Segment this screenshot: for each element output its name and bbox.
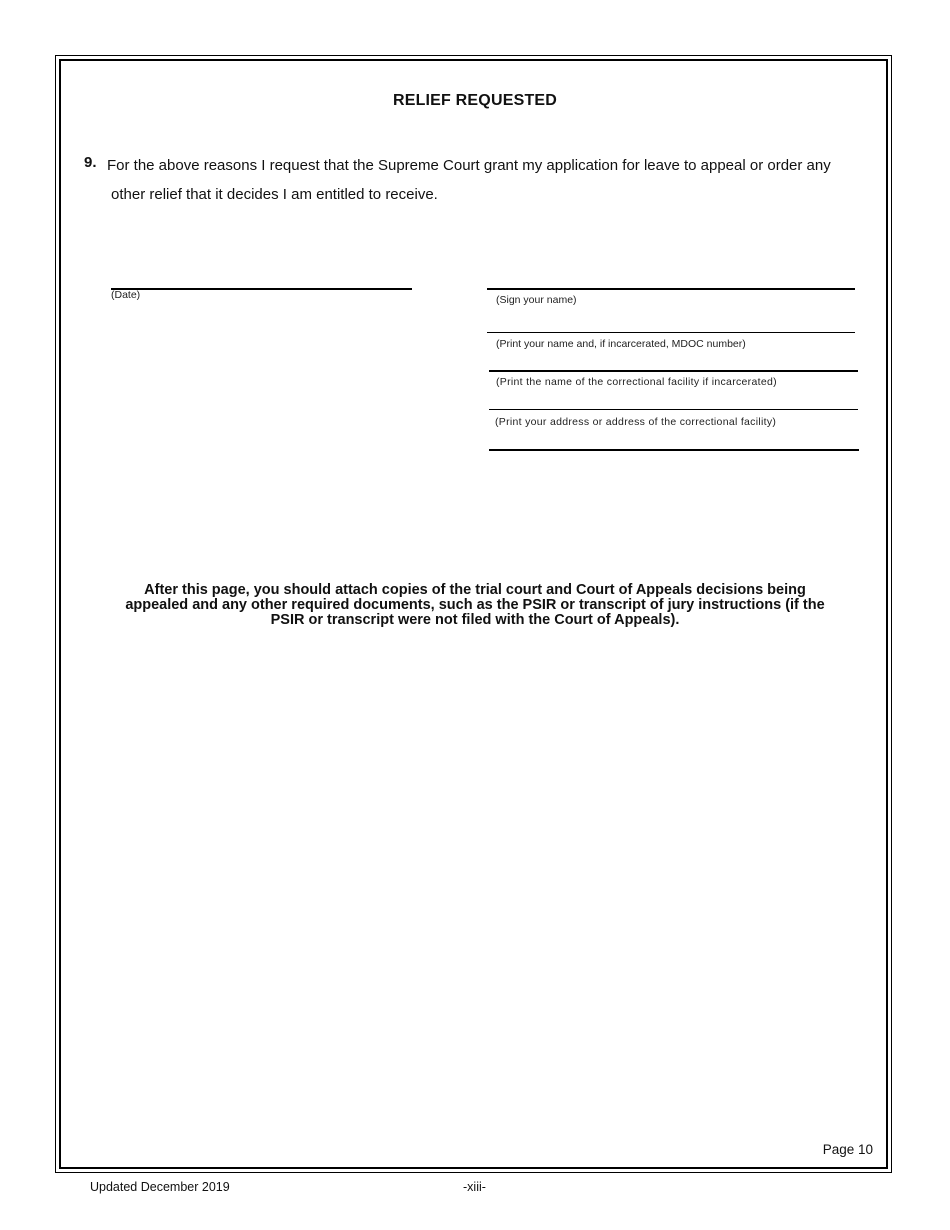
date-label: (Date) [111, 289, 141, 301]
relief-statement: For the above reasons I request that the Supreme Court grant my application for leave to appeal or order any other relief that it decides I am entitled to receive. [107, 157, 831, 203]
address-line-2[interactable] [489, 449, 859, 451]
item-number: 9. [84, 154, 97, 171]
date-line[interactable] [111, 288, 412, 290]
address-line-1[interactable] [489, 409, 858, 410]
attachment-notice: After this page, you should attach copies of the trial court and Court of Appeals decisions being appealed and any other required documents, such as the PSIR or transcript of jury instructions (if the PSIR or transcript were not filed with the Court of Appeals). [125, 582, 825, 628]
page-number: Page 10 [822, 1142, 873, 1157]
print-name-label: (Print your name and, if incarcerated, MDOC number) [496, 338, 746, 350]
address-label: (Print your address or address of the correctional facility) [495, 416, 777, 428]
facility-line[interactable] [489, 370, 858, 372]
footer-updated-date: Updated December 2019 [90, 1180, 230, 1194]
facility-label: (Print the name of the correctional facility if incarcerated) [496, 376, 777, 388]
signature-label: (Sign your name) [496, 294, 577, 306]
print-name-line[interactable] [487, 332, 855, 333]
section-heading: RELIEF REQUESTED [392, 92, 558, 109]
footer-page-roman: -xiii- [463, 1180, 486, 1194]
signature-line[interactable] [487, 288, 855, 290]
